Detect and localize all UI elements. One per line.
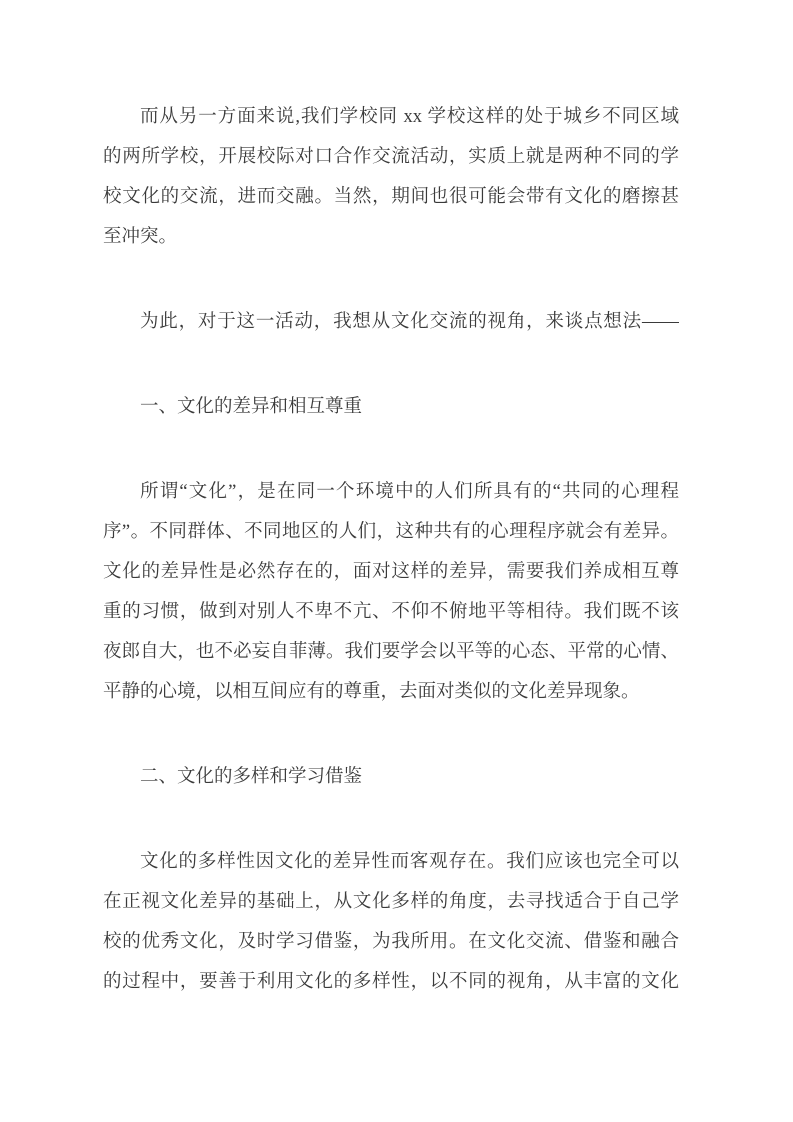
text-line: 为此，对于这一活动，我想从文化交流的视角，来谈点想法—— [140, 312, 679, 332]
text-line: 所谓“文化”，是在同一个环境中的人们所具有的“共同的心理程 [140, 482, 679, 502]
text-line: 在正视文化差异的基础上，从文化多样的角度，去寻找适合于自己学 [103, 892, 679, 912]
paragraph [103, 97, 679, 257]
paragraph [103, 472, 679, 712]
text-line: 平静的心境，以相互间应有的尊重，去面对类似的文化差异现象。 [103, 682, 640, 702]
text-line: 而从另一方面来说,我们学校同 xx 学校这样的处于城乡不同区域 [140, 107, 679, 127]
text-line: 的两所学校，开展校际对口合作交流活动，实质上就是两种不同的学 [103, 147, 679, 167]
heading-text: 一、文化的差异和相互尊重 [140, 397, 363, 417]
text-line: 文化的多样性因文化的差异性而客观存在。我们应该也完全可以 [140, 852, 679, 872]
text-line: 夜郎自大，也不必妄自菲薄。我们要学会以平等的心态、平常的心情、 [103, 642, 679, 662]
section-heading [103, 387, 679, 427]
heading-text: 二、文化的多样和学习借鉴 [140, 767, 363, 787]
text-line: 校文化的交流，进而交融。当然，期间也很可能会带有文化的磨擦甚 [103, 187, 679, 207]
text-line: 至冲突。 [103, 227, 178, 247]
paragraph [103, 302, 679, 342]
text-line: 校的优秀文化，及时学习借鉴，为我所用。在文化交流、借鉴和融合 [103, 932, 679, 952]
text-line: 的过程中，要善于利用文化的多样性，以不同的视角，从丰富的文化 [103, 972, 679, 992]
text-line: 文化的差异性是必然存在的，面对这样的差异，需要我们养成相互尊 [103, 562, 679, 582]
section-heading [103, 757, 679, 797]
text-line: 序”。不同群体、不同地区的人们，这种共有的心理程序就会有差异。 [103, 522, 679, 542]
paragraph [103, 842, 679, 1002]
text-line: 重的习惯，做到对别人不卑不亢、不仰不俯地平等相待。我们既不该 [103, 602, 679, 622]
